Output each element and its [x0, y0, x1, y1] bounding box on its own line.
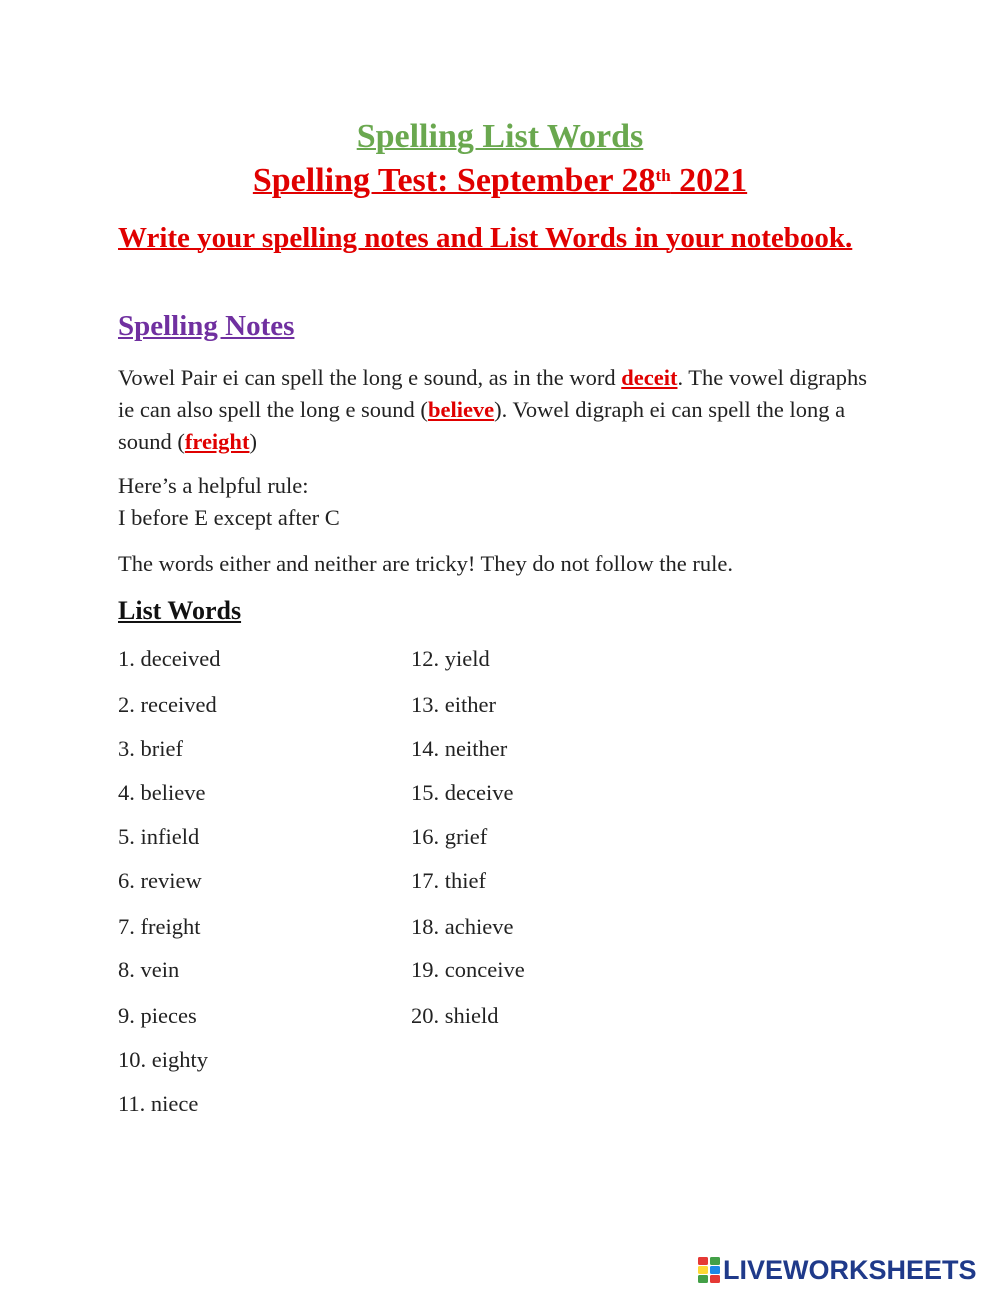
list-item: 20. shield [411, 1003, 499, 1028]
list-item: 8. vein [118, 957, 180, 982]
list-item: 19. conceive [411, 957, 525, 982]
test-date-prefix: Spelling Test: September 28 [252, 162, 656, 199]
list-item: 4. believe [118, 780, 206, 805]
keyword-freight: freight [184, 429, 250, 454]
notes-text-2: . The vowel digraphs ie can also spell the long e sound ( [118, 365, 868, 422]
list-item: 6. review [118, 868, 202, 893]
liveworksheets-logo[interactable] [698, 1254, 977, 1286]
list-item: 10. eighty [118, 1047, 208, 1072]
notes-text-1: Vowel Pair ei can spell the long e sound, as in the word [118, 365, 622, 390]
test-date-heading [0, 162, 1000, 200]
tricky-words-note: The words either and neither are tricky! They do not follow the rule. [118, 551, 734, 576]
notes-text-4: ) [249, 429, 257, 454]
list-item: 16. grief [411, 824, 488, 849]
list-item: 13. either [411, 692, 496, 717]
list-item: 9. pieces [118, 1003, 197, 1028]
page-title: Spelling List Words [356, 118, 644, 155]
list-item: 5. infield [118, 824, 200, 849]
test-date-ordinal: th [655, 166, 671, 185]
notes-paragraph [118, 362, 878, 458]
list-words-heading: List Words [118, 596, 242, 625]
notes-text-3: ). Vowel digraph ei can spell the long a sound ( [118, 397, 846, 454]
list-item: 1. deceived [118, 646, 221, 671]
list-item: 12. yield [411, 646, 490, 671]
liveworksheets-logo-text: LIVEWORKSHEETS [723, 1254, 977, 1285]
list-item: 14. neither [411, 736, 508, 761]
rule-intro: Here’s a helpful rule: [118, 473, 309, 498]
keyword-believe: believe [427, 397, 495, 422]
instruction-text: Write your spelling notes and List Words in your notebook. [118, 222, 853, 254]
list-item: 3. brief [118, 736, 183, 761]
test-date-year: 2021 [670, 162, 748, 199]
list-item: 2. received [118, 692, 217, 717]
list-item: 18. achieve [411, 914, 514, 939]
list-item: 15. deceive [411, 780, 514, 805]
liveworksheets-logo-icon [698, 1257, 720, 1283]
rule-text: I before E except after C [118, 505, 340, 530]
list-item: 17. thief [411, 868, 486, 893]
keyword-deceit: deceit [621, 365, 678, 390]
list-item: 11. niece [118, 1091, 199, 1116]
list-item: 7. freight [118, 914, 201, 939]
spelling-notes-heading: Spelling Notes [118, 310, 295, 342]
